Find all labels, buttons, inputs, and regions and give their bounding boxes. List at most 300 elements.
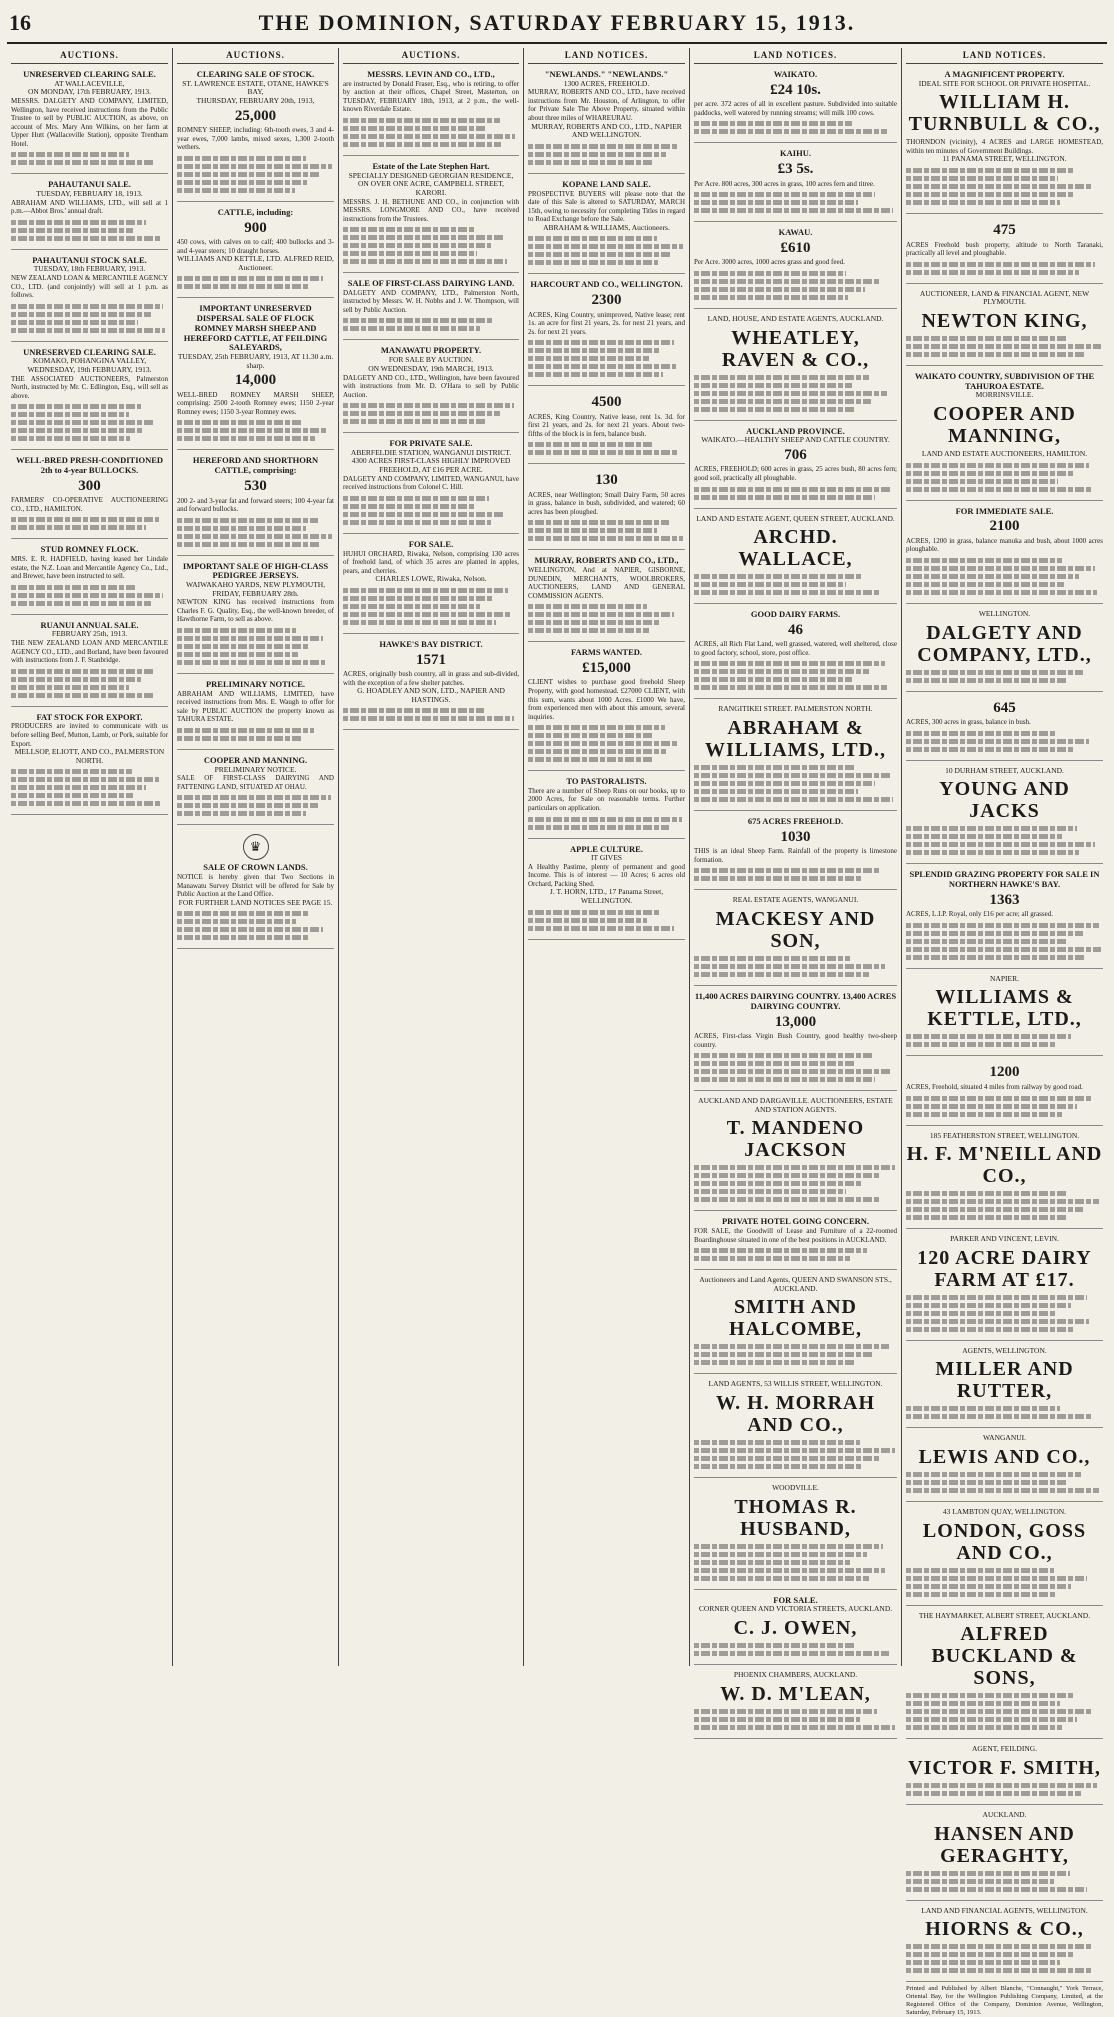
ad-body: ABRAHAM AND WILLIAMS, LTD., will sell at 1 p.m.—Abbot Bros.' annual draft. [11, 198, 168, 216]
text-line [11, 160, 155, 165]
text-line [694, 972, 869, 977]
text-line [343, 251, 477, 256]
text-line [177, 180, 307, 185]
text-line [528, 918, 647, 923]
text-lines [11, 517, 168, 530]
ad-subtitle: LAND AGENTS, 53 WILLIS STREET, WELLINGTON. [708, 1379, 883, 1389]
text-line [694, 407, 854, 412]
text-line [906, 463, 1089, 468]
advertisement [694, 1668, 897, 1739]
ad-subtitle: LAND AND FINANCIAL AGENTS, WELLINGTON. [921, 1905, 1088, 1915]
ad-lead-figure: £3 5s. [777, 161, 814, 178]
text-line [906, 923, 1099, 928]
advertisement [694, 702, 897, 811]
advertisement [177, 559, 334, 674]
text-lines [906, 262, 1103, 275]
text-line [11, 428, 143, 433]
ad-body: ACRES, 1200 in grass, balance manuka and bush, about 1000 acres ploughable. [906, 536, 1103, 554]
text-line [177, 518, 318, 523]
advertisement [694, 989, 897, 1091]
text-line [177, 736, 301, 741]
text-line [906, 1472, 1081, 1477]
text-line [528, 442, 652, 447]
text-line [177, 172, 320, 177]
text-line [906, 731, 1056, 736]
advertisement [11, 67, 168, 174]
text-lines [906, 1472, 1103, 1493]
ad-lead-figure: 4500 [591, 394, 622, 411]
text-lines [694, 1440, 897, 1469]
text-lines [343, 708, 519, 721]
text-line [694, 669, 869, 674]
text-line [11, 404, 141, 409]
ad-title: IMPORTANT SALE OF HIGH-CLASS PEDIGREE JERSEYS. [182, 560, 329, 581]
ad-agent-name: VICTOR F. SMITH, [908, 1756, 1101, 1779]
text-line [906, 1215, 1068, 1220]
ad-title: SPLENDID GRAZING PROPERTY FOR SALE IN NORTHERN HAWKE'S BAY. [909, 869, 1100, 890]
text-line [694, 1709, 877, 1714]
advertisement [906, 67, 1103, 214]
text-line [11, 228, 133, 233]
text-line [694, 1256, 850, 1261]
text-line [11, 304, 163, 309]
text-line [528, 825, 669, 830]
text-line [694, 868, 879, 873]
text-line [11, 236, 160, 241]
ad-body: PRODUCERS are invited to communicate with us before selling Beef, Mutton, Lamb, or Pork, suitable for Export. [11, 722, 168, 748]
columns-container [7, 48, 1107, 2016]
text-lines [694, 375, 897, 412]
ad-body: ACRES, near Wellington; Small Dairy Farm, 50 acres in grass, balance in bush, subdivided, and watered; 60 acres has been ploughed. [528, 490, 685, 516]
column-header: AUCTIONS. [343, 48, 519, 64]
ad-subtitle: FOR SALE BY AUCTION. [388, 355, 474, 365]
ad-body: MESSRS. DALGETY AND COMPANY, LIMITED, Wellington, have received instructions from the Public Trustee to sell by PUBLIC AUCTION, as above, on account of Mrs. Mary Ann Wilkins, on her farm at Upper Hutt (Wallaceville Station), opposite Trentham Hotel. [11, 97, 168, 148]
advertisement [528, 177, 685, 275]
advertisement [11, 710, 168, 816]
text-line [906, 1584, 1071, 1589]
text-line [694, 495, 875, 500]
ad-body: NEW ZEALAND LOAN & MERCANTILE AGENCY CO., LTD. (and conjointly) will sell at 1 p.m. as follows. [11, 274, 168, 300]
text-line [906, 850, 1079, 855]
ad-title: SALE OF CROWN LANDS. [203, 862, 308, 873]
text-line [177, 284, 310, 289]
text-line [177, 526, 306, 531]
text-line [343, 612, 510, 617]
ad-lead-figure: 300 [78, 477, 101, 494]
text-line [528, 244, 683, 249]
column-header: AUCTIONS. [11, 48, 168, 64]
text-line [694, 1173, 879, 1178]
text-lines [11, 152, 168, 165]
advertisement [177, 67, 334, 202]
text-line [343, 604, 480, 609]
text-lines [694, 1709, 897, 1730]
ad-subtitle: REAL ESTATE AGENTS, WANGANUI. [732, 895, 859, 905]
ad-subtitle: AGENT, FEILDING. [971, 1744, 1038, 1754]
ad-title: TO PASTORALISTS. [566, 776, 647, 787]
ad-title: CATTLE, including: [217, 206, 294, 217]
ad-subtitle: PARKER AND VINCENT, LEVIN. [950, 1234, 1059, 1244]
advertisement [694, 893, 897, 986]
text-line [694, 1464, 862, 1469]
text-line [528, 725, 665, 730]
text-lines [694, 574, 897, 595]
text-line [343, 504, 475, 509]
text-line [694, 1717, 860, 1722]
column-5 [690, 48, 902, 1705]
text-line [906, 1791, 1081, 1796]
text-line [177, 803, 318, 808]
text-lines [343, 403, 519, 424]
ad-subtitle: 10 DURHAM STREET, AUCKLAND. [945, 765, 1064, 775]
text-lines [906, 1871, 1103, 1892]
ad-subtitle: SPECIALLY DESIGNED GEORGIAN RESIDENCE, ON OVER ONE ACRE, CAMPBELL STREET, KARORI. [348, 170, 514, 197]
text-line [343, 596, 494, 601]
ad-title: GOOD DAIRY FARMS. [750, 609, 841, 620]
ad-body: NEWTON KING has received instructions from Charles F. G. Quality, Esq., the well-known breeder, of Hawthorne Farm, to sell as above. [177, 598, 334, 624]
text-lines [528, 442, 685, 455]
text-line [906, 1112, 1062, 1117]
advertisement [906, 1232, 1103, 1341]
text-lines [11, 669, 168, 698]
advertisement [694, 607, 897, 699]
ad-agent-name: ARCHD. WALLACE, [738, 526, 853, 571]
text-line [694, 1165, 895, 1170]
text-line [11, 801, 160, 806]
text-line [343, 716, 514, 721]
text-line [906, 1952, 1075, 1957]
text-line [694, 1360, 856, 1365]
text-line [177, 276, 323, 281]
text-lines [528, 725, 685, 762]
text-line [906, 1944, 1091, 1949]
text-lines [906, 1693, 1103, 1730]
text-line [906, 184, 1091, 189]
ad-title: "NEWLANDS." "NEWLANDS." [544, 69, 669, 79]
ad-subtitle: TUESDAY, 25th FEBRUARY, 1913, AT 11.30 a.m. sharp. [177, 352, 334, 370]
advertisement [177, 301, 334, 450]
text-line [11, 420, 155, 425]
text-line [11, 785, 146, 790]
text-line [694, 956, 850, 961]
ad-body: HUHUI ORCHARD, Riwaka, Nelson, comprising 130 acres of freehold land, of which 35 acres are planted in apples, pears, and cherries. [343, 549, 519, 575]
text-lines [906, 731, 1103, 752]
ad-lead-figure: 900 [244, 219, 267, 236]
text-lines [906, 1295, 1103, 1332]
text-line [906, 1104, 1077, 1109]
text-line [177, 935, 310, 940]
text-line [906, 1199, 1099, 1204]
ad-subtitle: IDEAL SITE FOR SCHOOL OR PRIVATE HOSPITAL. [918, 78, 1091, 88]
ad-title: APPLE CULTURE. [570, 843, 643, 854]
text-line [906, 1709, 1093, 1714]
ad-subtitle: AT WALLACEVILLE, [54, 78, 125, 88]
text-line [177, 636, 323, 641]
ad-body: THIS is an ideal Sheep Farm. Rainfall of the property is limestone formation. [694, 847, 897, 864]
text-line [694, 279, 881, 284]
text-lines [906, 1406, 1103, 1419]
text-line [906, 739, 1089, 744]
ad-subtitle: AUCKLAND. [982, 1809, 1027, 1819]
text-line [11, 777, 159, 782]
text-line [11, 220, 146, 225]
ad-subtitle: TUESDAY, FEBRUARY 18, 1913. [36, 188, 143, 198]
text-line [694, 1568, 885, 1573]
column-4 [524, 48, 690, 1666]
text-line [177, 188, 295, 193]
text-lines [694, 487, 897, 500]
ad-footer: LAND AND ESTATE AUCTIONEERS, HAMILTON. [921, 449, 1088, 459]
text-lines [528, 604, 685, 633]
ad-title: AUCKLAND PROVINCE. [746, 425, 845, 436]
ad-body: ACRES Freehold bush property, altitude to North Taranaki, practically all level and ploughable. [906, 240, 1103, 258]
text-line [694, 677, 852, 682]
text-line [177, 164, 332, 169]
text-line [906, 344, 1101, 349]
text-line [906, 566, 1095, 571]
text-line [11, 517, 159, 522]
ad-body: are instructed by Donald Fraser, Esq., who is retiring, to offer by auction at their offices, Chapel Street, Masterton, on TUESDAY, FEBRUARY 18th, 1913, at 2 p.m., the well-known Riverdale Estate. [343, 79, 519, 114]
text-line [694, 271, 846, 276]
text-line [11, 685, 129, 690]
advertisement [906, 764, 1103, 865]
text-lines [694, 661, 897, 690]
ad-title: FAT STOCK FOR EXPORT. [36, 711, 143, 722]
advertisement [11, 453, 168, 539]
text-line [906, 1034, 1071, 1039]
ad-subtitle-2: ON WEDNESDAY, 19th MARCH, 1913. [368, 363, 494, 373]
text-line [528, 340, 674, 345]
ad-body: FARMERS' CO-OPERATIVE AUCTIONEERING CO., LTD., HAMILTON. [11, 496, 168, 513]
text-line [906, 939, 1068, 944]
ad-lead-figure: 645 [993, 699, 1016, 716]
text-line [11, 669, 154, 674]
ad-title: PAHAUTANUI SALE. [48, 179, 131, 190]
text-line [343, 411, 500, 416]
text-line [528, 356, 649, 361]
text-line [694, 1248, 867, 1253]
advertisement [528, 645, 685, 771]
text-line [528, 520, 669, 525]
text-lines [906, 336, 1103, 357]
text-line [11, 601, 151, 606]
text-line [906, 487, 1091, 492]
text-lines [694, 1344, 897, 1365]
ad-body: ACRES, King Country, Native lease, rent 1s. 3d. for first 21 years, and 2s. for next 21 years. About two-fifths of the block is in fern, balance bush. [528, 412, 685, 438]
ad-body: WELL-BRED ROMNEY MARSH SHEEP, comprising: 2500 2-tooth Romney ewes; 1150 2-year Romney ewes; 1150 3-year Romney ewes. [177, 390, 334, 416]
text-line [528, 364, 676, 369]
advertisement [177, 677, 334, 750]
text-line [906, 1207, 1083, 1212]
ad-title: UNRESERVED CLEARING SALE. [23, 69, 156, 79]
ad-lead-figure: 46 [788, 621, 803, 638]
ad-title: COOPER AND MANNING. [203, 754, 308, 765]
text-line [11, 312, 151, 317]
ad-title: PRELIMINARY NOTICE. [205, 678, 306, 689]
advertisement [906, 867, 1103, 969]
advertisement [694, 1593, 897, 1665]
ad-title: KAIHU. [780, 148, 811, 159]
ad-body: THE NEW ZEALAND LOAN AND MERCANTILE AGENCY CO., LTD., and Borland, have been favoured with instructions from J. F. Stanbridge. [11, 639, 168, 665]
ad-body: ACRES, King Country, unimproved, Native lease; rent 1s. an acre for first 21 years, 2s. for next 21 years, and 2s. for next 21 years. [528, 310, 685, 336]
text-line [694, 208, 893, 213]
text-lines [906, 1096, 1103, 1117]
text-line [694, 1576, 869, 1581]
text-line [343, 620, 496, 625]
ad-agent-name: ABRAHAM & WILLIAMS, LTD., [705, 717, 886, 762]
text-line [694, 487, 891, 492]
text-lines [528, 910, 685, 931]
text-line [906, 1319, 1089, 1324]
text-lines [906, 670, 1103, 683]
text-line [528, 612, 674, 617]
ad-subtitle: WELLINGTON. [978, 609, 1031, 618]
ad-agent-name: MACKESY AND SON, [715, 908, 876, 953]
ad-body: MURRAY, ROBERTS AND CO., LTD., have received instructions from Mr. Houston, of Arlington, to offer for Private Sale The Above Property, situated within about three miles of WHAREURAU. [528, 88, 685, 122]
text-line [906, 192, 1075, 197]
text-line [906, 1871, 1070, 1876]
text-lines [694, 121, 897, 134]
advertisement [694, 424, 897, 509]
text-line [177, 811, 306, 816]
text-line [906, 352, 1085, 357]
text-lines [343, 588, 519, 625]
text-lines [528, 340, 685, 377]
text-lines [177, 156, 334, 193]
page-title: THE DOMINION, SATURDAY FEBRUARY 15, 1913. [258, 10, 856, 35]
ad-lead-figure: 13,000 [774, 1013, 817, 1030]
advertisement [906, 1505, 1103, 1606]
text-line [906, 1576, 1087, 1581]
ad-agent-name: SMITH AND HALCOMBE, [729, 1296, 862, 1341]
ad-subtitle-2: ON MONDAY, 17th FEBRUARY, 1913. [27, 87, 151, 97]
text-lines [906, 1783, 1103, 1796]
text-line [11, 677, 141, 682]
ad-footer: CHARLES LOWE, Riwaka, Nelson. [375, 574, 487, 584]
ad-title: PAHAUTANUI STOCK SALE. [32, 254, 147, 265]
ad-subtitle: ABERFELDIE STATION, WANGANUI DISTRICT. [350, 447, 512, 457]
text-line [906, 834, 1062, 839]
ad-agent-name: WILLIAM H. TURNBULL & CO., [908, 91, 1101, 136]
text-lines [343, 496, 519, 525]
ad-title: UNRESERVED CLEARING SALE. [23, 346, 156, 357]
ad-lead-figure: 25,000 [234, 107, 277, 124]
column-3 [339, 48, 524, 1666]
ad-agent-name: H. F. M'NEILL AND CO., [906, 1143, 1103, 1188]
text-lines [343, 227, 519, 264]
text-line [11, 328, 165, 333]
text-lines [177, 911, 334, 940]
ad-subtitle: FEBRUARY 25th, 1913. [51, 629, 128, 639]
text-line [906, 1042, 1056, 1047]
text-line [177, 919, 296, 924]
text-line [528, 252, 671, 257]
text-line [906, 826, 1077, 831]
ad-title: RUANUI ANNUAL SALE. [40, 619, 139, 630]
ad-subtitle: PHOENIX CHAMBERS, AUCKLAND. [733, 1670, 858, 1680]
advertisement [694, 1214, 897, 1270]
ad-subtitle-2: 4300 ACRES FIRST-CLASS HIGHLY IMPROVED FREEHOLD, AT £16 PER ACRE. [351, 456, 511, 475]
text-line [343, 243, 491, 248]
ad-subtitle: TUESDAY, 18th FEBRUARY, 1913. [33, 264, 146, 274]
text-line [694, 1061, 856, 1066]
ad-lead-figure: 475 [993, 222, 1016, 239]
text-line [177, 628, 296, 633]
ad-title: FOR SALE. [408, 538, 454, 549]
text-line [694, 375, 869, 380]
advertisement [343, 276, 519, 340]
ad-body: FOR SALE, the Goodwill of Lease and Furniture of a 22-roomed Boardinghouse situated in one of the best positions in AUCKLAND. [694, 1227, 897, 1244]
ad-subtitle-2: WEDNESDAY, 19th FEBRUARY, 1913. [27, 365, 152, 375]
ad-title: SALE OF FIRST-CLASS DAIRYING LAND. [347, 278, 515, 289]
ad-body: PROSPECTIVE BUYERS will please note that the date of this Sale is altered to SATURDAY, MARCH 15th, owing to necessity for completing Titles in regard to Road Exchange before the Sale. [528, 189, 685, 224]
text-line [343, 512, 505, 517]
text-line [343, 326, 480, 331]
text-line [177, 156, 306, 161]
ad-lead-figure: £24 10s. [770, 81, 821, 98]
text-line [694, 1544, 883, 1549]
text-line [694, 1448, 895, 1453]
ad-lead-figure: 1030 [780, 828, 811, 845]
text-line [906, 558, 1062, 563]
advertisement [528, 553, 685, 642]
ad-lead-figure: 130 [595, 472, 618, 489]
advertisement [906, 287, 1103, 366]
advertisement [694, 67, 897, 143]
advertisement [528, 774, 685, 838]
column-6 [902, 48, 1107, 2016]
text-line [694, 1725, 895, 1730]
advertisement [906, 1344, 1103, 1429]
text-line [694, 1552, 867, 1557]
text-lines [694, 1053, 897, 1082]
column-header: LAND NOTICES. [528, 48, 685, 64]
text-line [11, 525, 146, 530]
column-header: LAND NOTICES. [694, 48, 897, 64]
text-line [694, 574, 862, 579]
ad-body: CLIENT wishes to purchase good freehold Sheep Property, with good homestead. £27000 CLIENT, with this sum, wants about 1000 Acres. £1000 We have, from experienced men with about this amount, several inquiries. [528, 678, 685, 721]
ad-title: A MAGNIFICENT PROPERTY. [944, 69, 1065, 79]
text-line [694, 582, 846, 587]
text-line [694, 590, 881, 595]
advertisement [343, 637, 519, 731]
text-line [906, 1414, 1093, 1419]
text-line [177, 927, 323, 932]
ad-subtitle: WANGANUI. [982, 1433, 1027, 1443]
text-line [906, 262, 1095, 267]
ad-lead-figure: £15,000 [582, 659, 631, 676]
ad-footer: MURRAY, ROBERTS AND CO., LTD., NAPIER AND WELLINGTON. [531, 121, 682, 140]
ad-agent-name: MILLER AND RUTTER, [935, 1358, 1074, 1403]
text-line [528, 372, 663, 377]
text-lines [906, 1944, 1103, 1973]
text-line [906, 479, 1058, 484]
text-lines [528, 236, 685, 265]
text-line [694, 773, 891, 778]
text-line [694, 200, 858, 205]
text-lines [694, 868, 897, 881]
ad-body: Per Acre. 3000 acres, 1000 acres grass and good feed. [694, 258, 845, 267]
text-lines [906, 1568, 1103, 1597]
text-lines [343, 118, 519, 147]
advertisement [11, 542, 168, 614]
ad-subtitle: IT GIVES [591, 853, 622, 863]
text-lines [906, 1034, 1103, 1047]
text-line [694, 1651, 889, 1656]
ad-body: 450 cows, with calves on to calf; 400 bullocks and 3- and 4-year steers; 10 draught horses. [177, 238, 334, 255]
text-line [11, 436, 130, 441]
text-line [906, 582, 1064, 587]
